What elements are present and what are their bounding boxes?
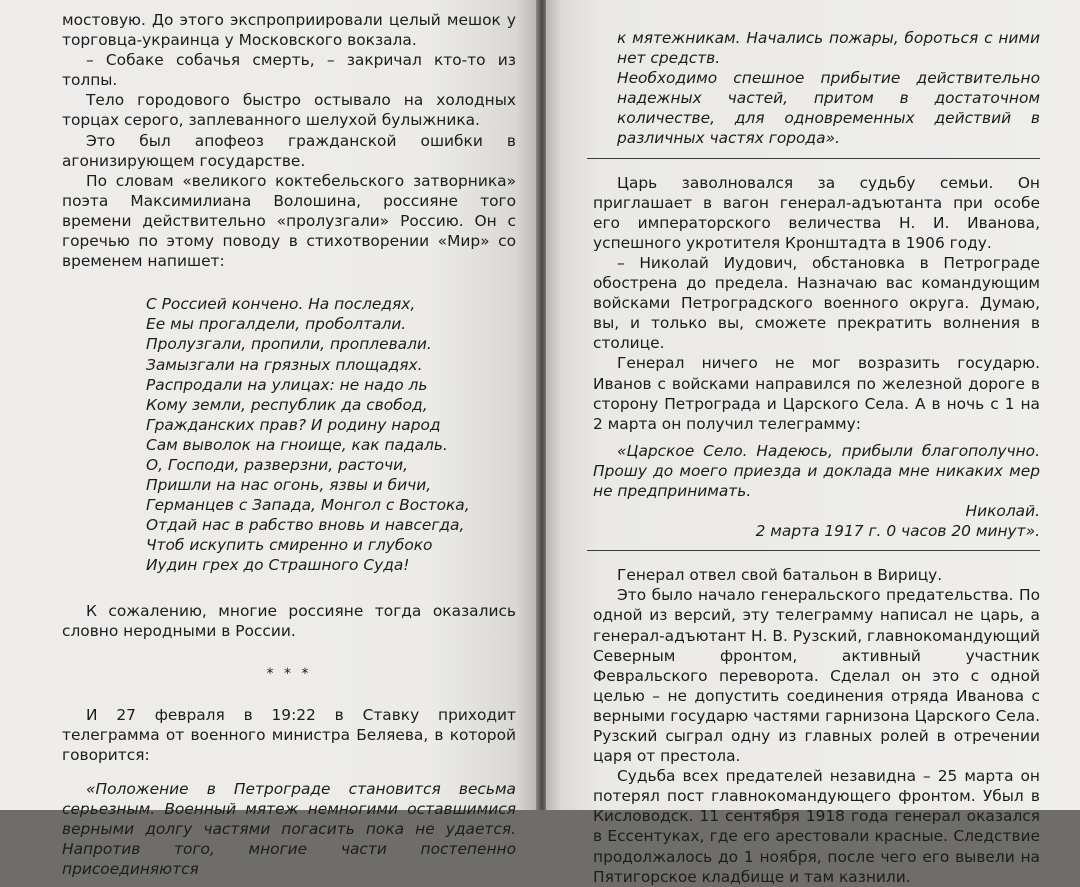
- telegram-signature: Николай.: [965, 502, 1040, 521]
- poem-line: Пролузгали, пропили, проплевали.: [146, 335, 432, 354]
- telegram-quote: «Царское Село. Надеюсь, прибыли благополучно. Прошу до моего приезда и доклада мне никаких мер не предпринимать.: [593, 441, 1040, 500]
- poem-line: Замызгали на грязных площадях.: [146, 355, 423, 374]
- telegram-date: 2 марта 1917 г. 0 часов 20 минут».: [755, 522, 1040, 541]
- poem-line: Иудин грех до Страшного Суда!: [146, 556, 410, 575]
- paragraph: Судьба всех предателей незавидна – 25 марта он потерял пост главнокомандующего фронтом. Убыл в Кисловодск. 11 сентября 1918 года генерал оказался в Ессентуках, где его арестовали красные. Следствие продолжалось до 1 ноября, после чего его вывели на Пятигорское кладбище и там казнили.: [593, 767, 1040, 886]
- paragraph: К сожалению, многие россияне тогда оказались словно неродными в России.: [62, 601, 516, 640]
- telegram-quote: Необходимо спешное прибытие действительно надежных частей, притом в достаточном количестве, для одновременных действий в различных частях города».: [617, 69, 1040, 148]
- poem-line: Чтоб искупить смиренно и глубоко: [146, 536, 433, 555]
- right-page: [546, 0, 1080, 886]
- paragraph: Тело городового быстро остывало на холодных торцах серого, заплеванного шелухой булыжника.: [62, 91, 516, 130]
- paragraph: Генерал отвел свой батальон в Вирицу.: [617, 566, 943, 585]
- poem: [146, 294, 516, 575]
- poem-line: Ее мы прогалдели, проболтали.: [146, 315, 407, 334]
- poem-line: Отдай нас в рабство вновь и навсегда,: [146, 516, 465, 535]
- section-separator: * * *: [266, 665, 312, 682]
- paragraph: Генерал ничего не мог возразить государю. Иванов с войсками направился по железной дороге в сторону Петрограда и Царского Села. А в ночь с 1 на 2 марта он получил телеграмму:: [593, 354, 1040, 433]
- poem-line: Пришли на нас огонь, язвы и бичи,: [146, 476, 432, 495]
- telegram-quote: «Положение в Петрограде становится весьма серьезным. Военный мятеж немногими оставшимися верными долгу частями погасить пока не удается. Напротив того, многие части постепенно присоединяются: [62, 780, 516, 879]
- poem-line: Гражданских прав? И родину народ: [146, 415, 441, 434]
- telegram-quote: к мятежникам. Начались пожары, бороться с ними нет средств.: [617, 29, 1040, 68]
- poem-line: Распродали на улицах: не надо ль: [146, 375, 428, 394]
- paragraph: Это был апофеоз гражданской ошибки в агонизирующем государстве.: [62, 131, 516, 170]
- paragraph: – Собаке собачья смерть, – закричал кто-то из толпы.: [62, 51, 516, 90]
- poem-line: Сам выволок на гноище, как падаль.: [146, 435, 448, 454]
- poem-line: О, Господи, разверзни, расточи,: [146, 455, 409, 474]
- poem-line: Германцев с Запада, Монгол с Востока,: [146, 496, 470, 515]
- paragraph: По словам «великого коктебельского затворника» поэта Максимилиана Волошина, россияне того времени действительно «пролузгали» Россию. Он с горечью по этому поводу в стихотворении «Мир» со временем напишет:: [62, 171, 516, 271]
- left-page: [0, 0, 538, 879]
- poem-line: Кому земли, республик да свобод,: [146, 395, 428, 414]
- poem-line: С Россией кончено. На последях,: [146, 295, 416, 314]
- divider-line: [587, 158, 1040, 159]
- paragraph: – Николай Иудович, обстановка в Петрограде обострена до предела. Назначаю вас командующим войсками Петроградского военного округа. Думаю, вы, и только вы, сможете прекратить волнения в столице.: [593, 253, 1040, 353]
- divider-line: [587, 550, 1040, 551]
- paragraph: Это было начало генеральского предательства. По одной из версий, эту телеграмму написал не царь, а генерал-адъютант Н. В. Рузский, главнокомандующий Северным фронтом, активный участник Февральского переворота. Сделал он это с одной целью – не допустить соединения отряда Иванова с верными государю частями гарнизона Царского Села. Рузский сыграл одну из главных ролей в отречении царя от престола.: [593, 586, 1040, 766]
- paragraph: И 27 февраля в 19:22 в Ставку приходит телеграмма от военного министра Беляева, в которой говорится:: [62, 705, 516, 764]
- paragraph: Царь заволновался за судьбу семьи. Он приглашает в вагон генерал-адъютанта при особе его императорского величества Н. И. Иванова, успешного укротителя Кронштадта в 1906 году.: [593, 173, 1040, 252]
- paragraph: мостовую. До этого экспроприировали целый мешок у торговца-украинца у Московского вокзала.: [62, 11, 516, 50]
